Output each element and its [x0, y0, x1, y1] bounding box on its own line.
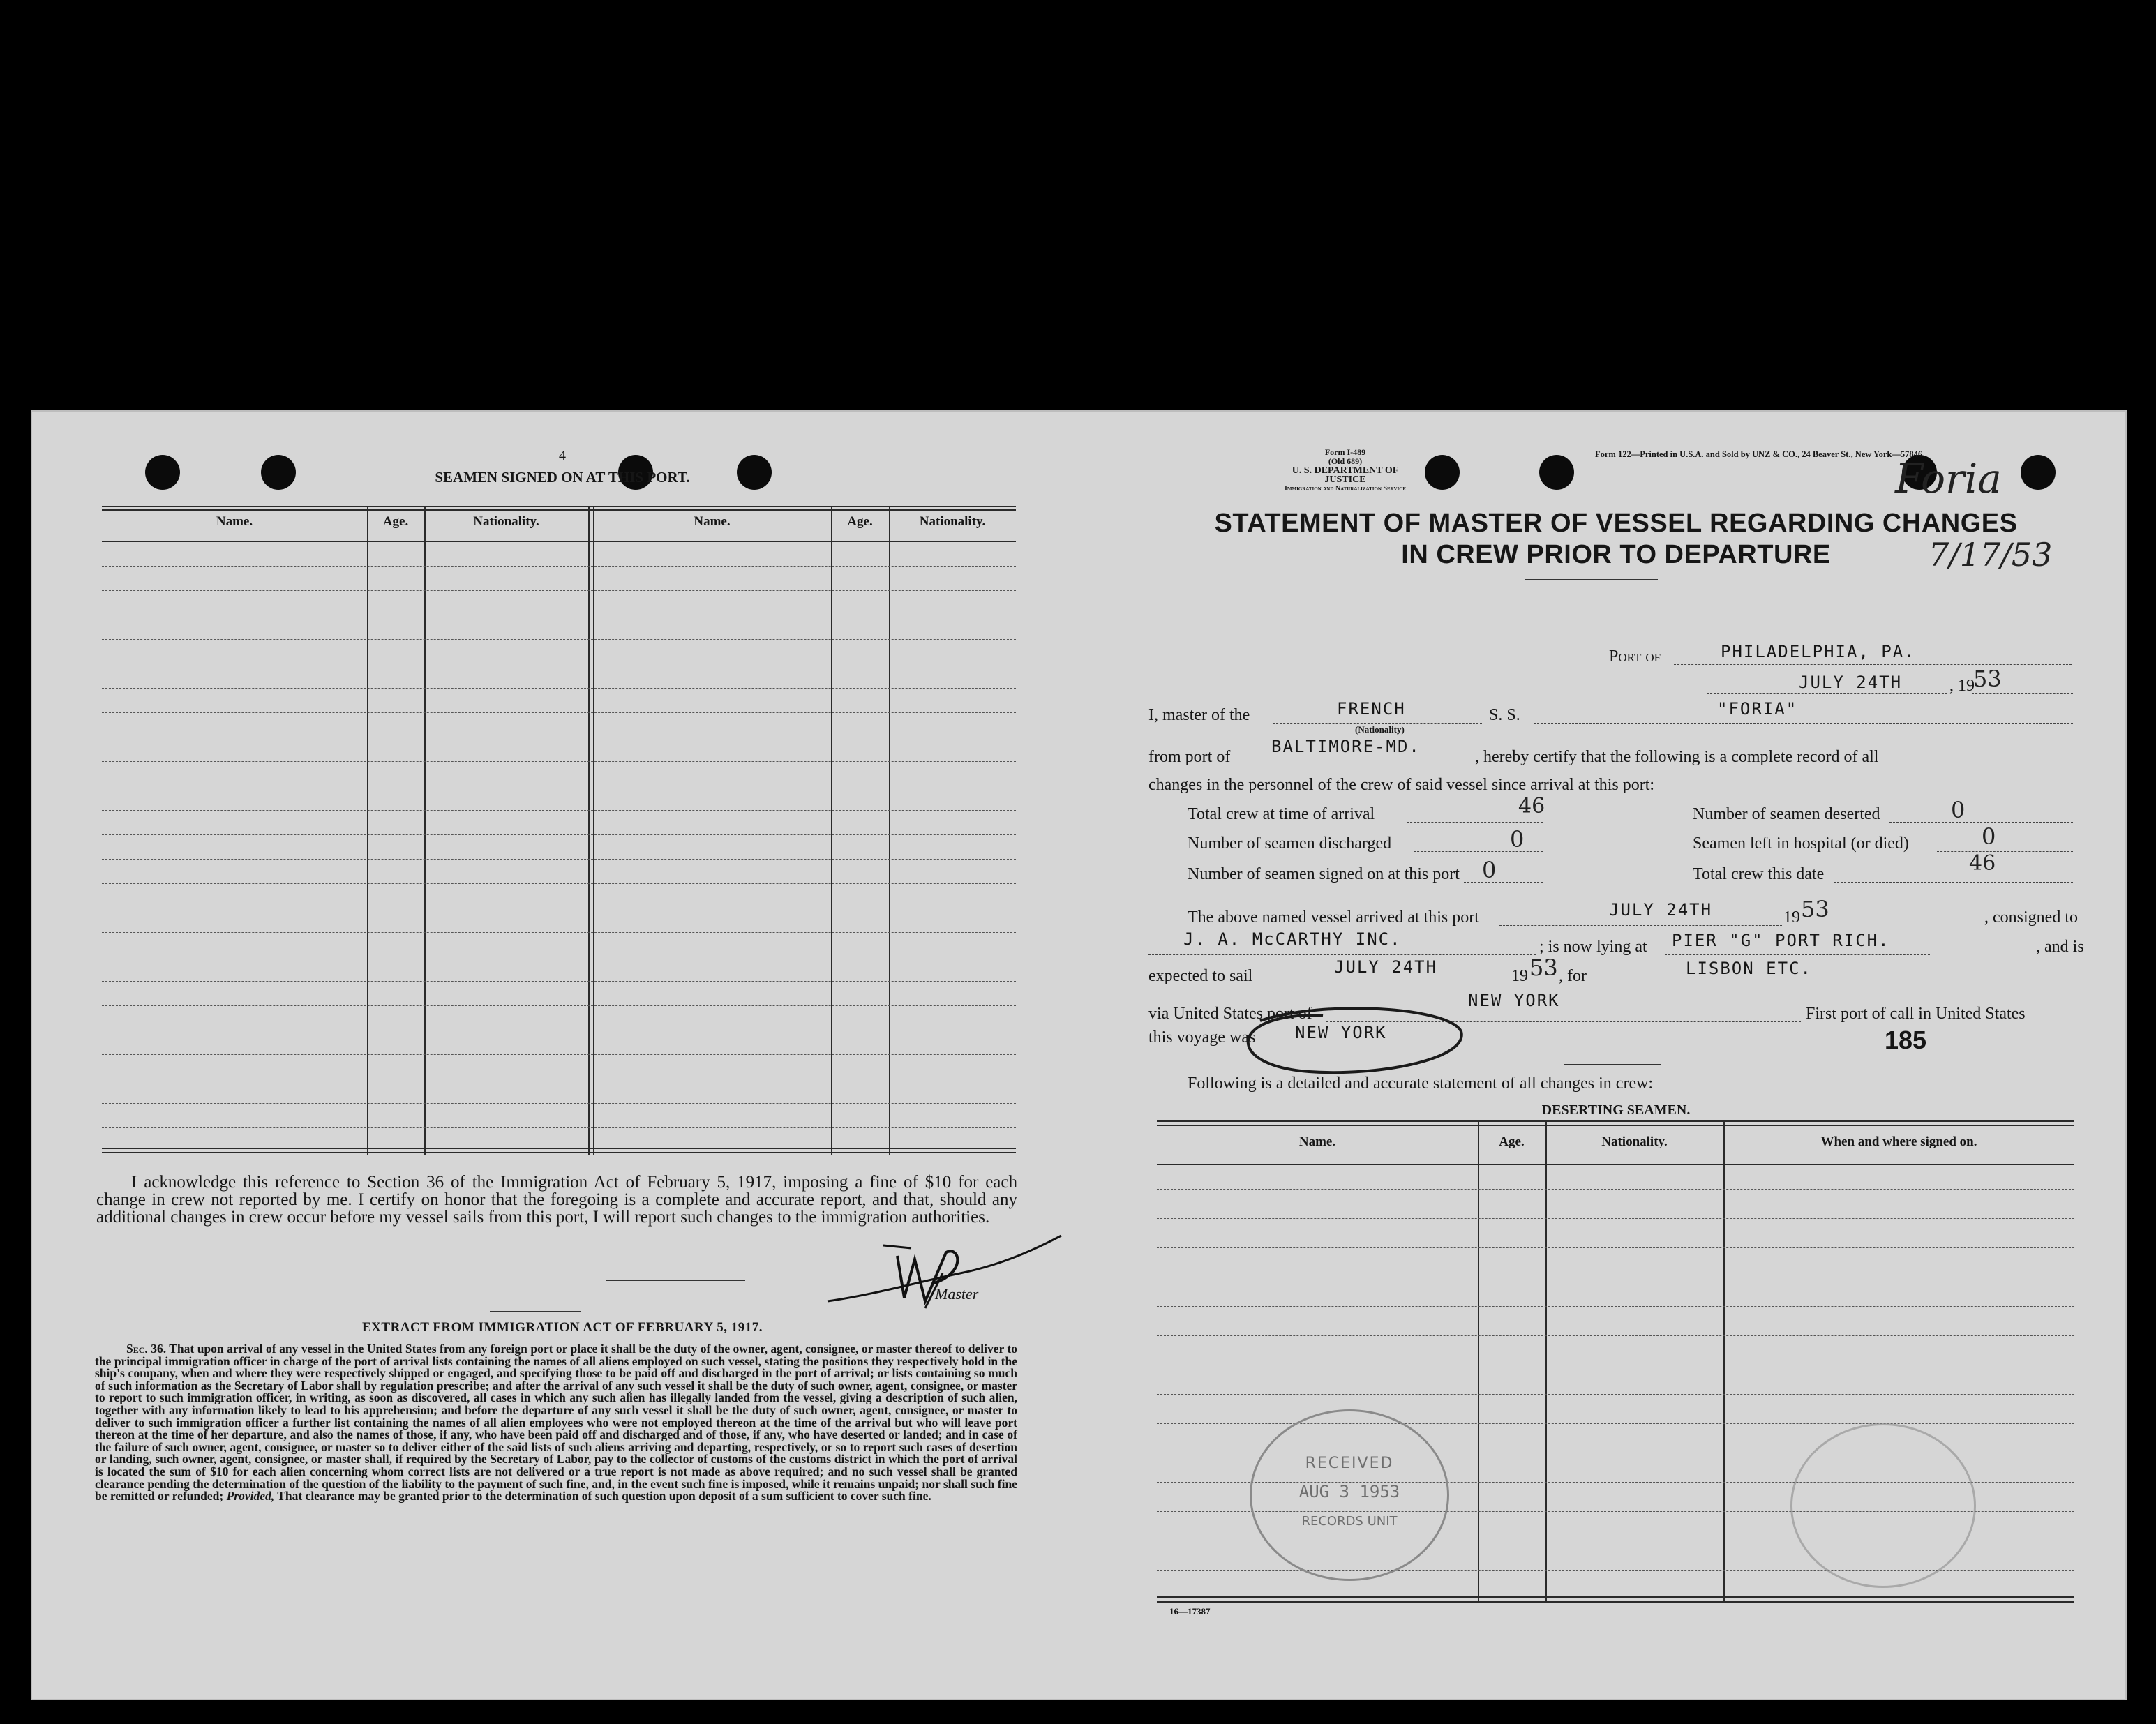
for-value: LISBON ETC.	[1686, 959, 1812, 978]
date-value: JULY 24TH	[1799, 673, 1903, 692]
document-sheet	[31, 410, 2127, 1700]
expected-year: 53	[1529, 954, 1558, 981]
voyage-label: this voyage was	[1148, 1028, 1256, 1047]
section-label: Sec. 36.	[126, 1342, 167, 1356]
expected-year-prefix: 19	[1511, 967, 1528, 985]
fill-line	[1148, 954, 1536, 955]
fill-line	[1674, 664, 2072, 665]
form-old-number: (Old 689)	[1328, 456, 1363, 466]
discharged-label: Number of seamen discharged	[1188, 834, 1392, 853]
ship-name: "FORIA"	[1717, 699, 1798, 719]
ss-label: S. S.	[1489, 706, 1520, 724]
year-prefix: , 19	[1949, 677, 1975, 695]
stamp-number: 185	[1885, 1026, 1927, 1054]
column-header: Age.	[382, 514, 409, 529]
fill-line	[1273, 723, 1482, 724]
punch-hole	[2021, 455, 2056, 490]
section-36-text	[95, 1343, 1017, 1503]
right-page	[1093, 412, 2125, 1699]
divider	[1564, 1064, 1661, 1065]
via-value: NEW YORK	[1468, 991, 1560, 1010]
deserted-label: Number of seamen deserted	[1693, 805, 1880, 823]
fill-line	[1834, 882, 2073, 883]
via-label: via United States port of	[1148, 1005, 1312, 1023]
certify-text: , hereby certify that the following is a complete record of all	[1475, 748, 1879, 766]
master-of-label: I, master of the	[1148, 706, 1250, 724]
nationality-value: FRENCH	[1337, 699, 1406, 719]
arrived-label: The above named vessel arrived at this port	[1188, 908, 1479, 927]
fill-line	[1464, 882, 1543, 883]
column-header: Name.	[1298, 1134, 1336, 1149]
voyage-circle	[1239, 1003, 1469, 1080]
total-crew-arrival-label: Total crew at time of arrival	[1188, 805, 1375, 823]
for-label: , for	[1559, 967, 1587, 985]
section-body: That upon arrival of any vessel in the United States from any foreign port or place it shall be the duty of the owner, agent, consignee, or master thereof to deliver to the principal immigration officer in charge of the port of arrival lists containing the names of all aliens employed on such vessel, stating the positions they respectively hold in the ship's company, when and where they were respectively shipped or engaged, and specifying those to be paid off and discharged in the port of arrival; or lists containing so much of such information as the Secretary of Labor shall by regulation prescribe; and after the arrival of any such vessel it shall be the duty of such owner, agent, consignee, or master to report to such immigration officer, in writing, as soon as discovered, all cases in which any such alien has illegally landed from the vessel, giving a description of such alien, together with any information likely to lead to his apprehension; and before the departure of any such vessel it shall be the duty of such owner, agent, consignee, or master to deliver to such immigration officer a further list containing the names of all alien employees who were not employed thereon at the time of the arrival but who will leave port thereon at the time of her departure, and also the names of those, if any, who have been paid off and discharged and of those, if any, who have deserted or landed; and in case of the failure of such owner, agent, consignee, or master so to deliver either of the said lists of such aliens arriving and departing, respectively, or so to report such cases of desertion or landing, such owner, agent, consignee, or master shall, if required by the Secretary of Labor, pay to the collector of customs of the customs district in which the port of arrival is located the sum of $10 for each alien concerning whom correct lists are not delivered or a true report is not made as above required; and no such vessel shall be granted clearance pending the determination of the question of the liability to the payment of such fine, and, in the event such fine is imposed, while it remains unpaid; nor shall such fine be remitted or refunded;	[95, 1342, 1017, 1504]
signed-on-label: Number of seamen signed on at this port	[1188, 865, 1460, 883]
total-crew-date-label: Total crew this date	[1693, 865, 1825, 883]
consignee-value: J. A. McCARTHY INC.	[1183, 929, 1402, 949]
fill-line	[1407, 822, 1543, 823]
received-stamp	[1250, 1409, 1449, 1581]
fill-line	[1937, 851, 2073, 852]
handwritten-ship-name: Foria	[1895, 455, 2002, 502]
fill-line	[1707, 693, 1947, 694]
column-header: Age.	[1499, 1134, 1525, 1149]
arrived-value: JULY 24TH	[1609, 900, 1713, 920]
year-value: 53	[1973, 666, 2002, 692]
following-text: Following is a detailed and accurate statement of all changes in crew:	[1188, 1074, 1654, 1093]
master-label: Master	[935, 1285, 979, 1303]
title-line-2: IN CREW PRIOR TO DEPARTURE	[1401, 540, 1831, 569]
punch-hole	[1539, 455, 1574, 490]
signature-line	[606, 1280, 745, 1281]
form-title	[1159, 508, 2073, 571]
expected-label: expected to sail	[1148, 967, 1253, 985]
discharged-value: 0	[1510, 826, 1525, 853]
changes-text: changes in the personnel of the crew of said vessel since arrival at this port:	[1148, 776, 1655, 794]
expected-value: JULY 24TH	[1334, 957, 1438, 977]
handwritten-date: 7/17/53	[1929, 536, 2053, 574]
extract-title: EXTRACT FROM IMMIGRATION ACT OF FEBRUARY 5, 1917.	[362, 1320, 763, 1335]
column-header: Nationality.	[473, 514, 539, 529]
voyage-value: NEW YORK	[1295, 1023, 1387, 1042]
column-header: Nationality.	[1601, 1134, 1668, 1149]
from-port-label: from port of	[1148, 748, 1231, 766]
column-header: When and where signed on.	[1820, 1134, 1977, 1149]
fill-line	[1499, 925, 1782, 926]
column-header: Name.	[694, 514, 731, 529]
deserting-title: DESERTING SEAMEN.	[1541, 1102, 1691, 1118]
column-header: Nationality.	[919, 514, 986, 529]
lying-label: ; is now lying at	[1539, 938, 1647, 956]
stamp-received: RECEIVED	[1305, 1455, 1394, 1472]
faded-stamp	[1790, 1423, 1976, 1588]
fill-line	[1972, 693, 2073, 694]
fill-line	[1534, 723, 2073, 724]
fill-line	[1665, 954, 1930, 955]
provided-word: Provided,	[226, 1489, 275, 1504]
page-number: 4	[559, 448, 566, 463]
port-of-value: PHILADELPHIA, PA.	[1721, 642, 1916, 661]
arrived-year-prefix: 19	[1783, 908, 1800, 927]
left-page	[32, 412, 1093, 1699]
and-is: , and is	[2036, 938, 2084, 956]
service-name: Immigration and Naturalization Service	[1284, 485, 1407, 493]
total-crew-arrival-value: 46	[1518, 794, 1545, 818]
stamp-date: AUG 3 1953	[1298, 1482, 1400, 1501]
fill-line	[1889, 822, 2073, 823]
from-port-value: BALTIMORE-MD.	[1271, 737, 1421, 756]
column-header: Age.	[847, 514, 873, 529]
printer-note: Form 122—Printed in U.S.A. and Sold by UNZ & CO., 24 Beaver St., New York—57846	[1595, 449, 1923, 459]
section-title: SEAMEN SIGNED ON AT THIS PORT.	[435, 469, 690, 486]
footer-code: 16—17387	[1169, 1606, 1211, 1617]
title-line-1: STATEMENT OF MASTER OF VESSEL REGARDING CHANGES	[1214, 509, 2018, 538]
nationality-caption: (Nationality)	[1355, 724, 1405, 735]
form-number: Form I-489	[1324, 447, 1366, 457]
lying-value: PIER "G" PORT RICH.	[1672, 931, 1890, 950]
section-tail: That clearance may be granted prior to the determination of such question upon deposit of a sum sufficient to cover such fine.	[277, 1489, 931, 1504]
deserted-value: 0	[1951, 797, 1966, 823]
port-of-label: Port of	[1609, 647, 1661, 666]
hospital-label: Seamen left in hospital (or died)	[1693, 834, 1909, 853]
stamp-unit: RECORDS UNIT	[1301, 1514, 1398, 1529]
signed-on-value: 0	[1482, 857, 1497, 883]
first-port-label: First port of call in United States	[1806, 1005, 2026, 1023]
title-underline	[1525, 579, 1658, 580]
divider	[490, 1311, 581, 1312]
acknowledgment-text: I acknowledge this reference to Section 36 of the Immigration Act of February 5, 1917, imposing a fine of $10 for each change in crew not reported by me. I certify on honor that the foregoing is a complete and accurate report, and that, should any additional changes in crew occur before my vessel sails from this port, I will report such changes to the immigration authorities.	[96, 1173, 1017, 1227]
column-header: Name.	[216, 514, 253, 529]
hospital-value: 0	[1982, 823, 1996, 850]
form-number-block	[1275, 448, 1415, 493]
consigned-label: , consigned to	[1984, 908, 2078, 927]
total-crew-date-value: 46	[1969, 851, 1996, 876]
arrived-year: 53	[1801, 896, 1829, 922]
signed-on-table	[102, 506, 1016, 1155]
punch-hole	[1425, 455, 1460, 490]
department-name: U. S. DEPARTMENT OF JUSTICE	[1292, 465, 1399, 485]
